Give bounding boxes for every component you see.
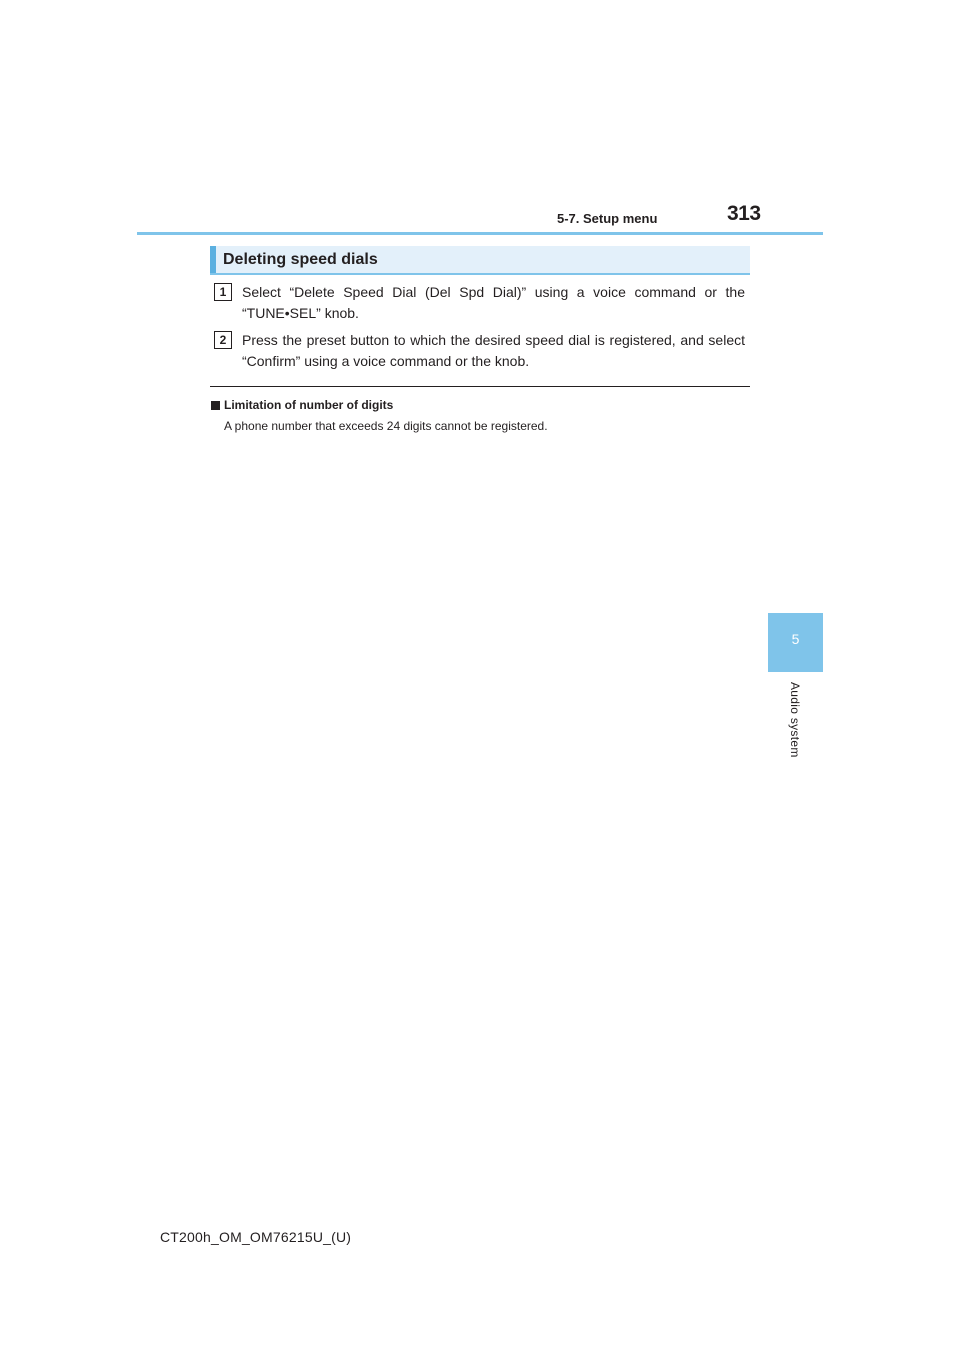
chapter-title: Audio system xyxy=(788,682,802,758)
section-heading-text: Deleting speed dials xyxy=(223,251,378,268)
header-rule xyxy=(137,232,823,235)
note-title: Limitation of number of digits xyxy=(224,398,394,412)
chapter-number: 5 xyxy=(791,631,800,647)
step-text-2: Press the preset button to which the desired speed dial is registered, and select “Confirm” using a voice command or the knob. xyxy=(242,332,745,369)
step-badge-1: 1 xyxy=(214,283,232,301)
page-number: 313 xyxy=(727,202,761,225)
section-heading xyxy=(210,246,750,275)
heading-accent xyxy=(210,246,216,273)
section-divider xyxy=(210,386,750,387)
step-text-1: Select “Delete Speed Dial (Del Spd Dial)” using a voice command or the “TUNE•SEL” knob. xyxy=(242,284,745,321)
document-code: CT200h_OM_OM76215U_(U) xyxy=(160,1229,352,1245)
note-body: A phone number that exceeds 24 digits cannot be registered. xyxy=(224,419,548,433)
step-badge-2: 2 xyxy=(214,331,232,349)
section-label: 5-7. Setup menu xyxy=(557,211,658,226)
chapter-tab xyxy=(768,613,823,672)
note-square-icon xyxy=(211,401,220,410)
